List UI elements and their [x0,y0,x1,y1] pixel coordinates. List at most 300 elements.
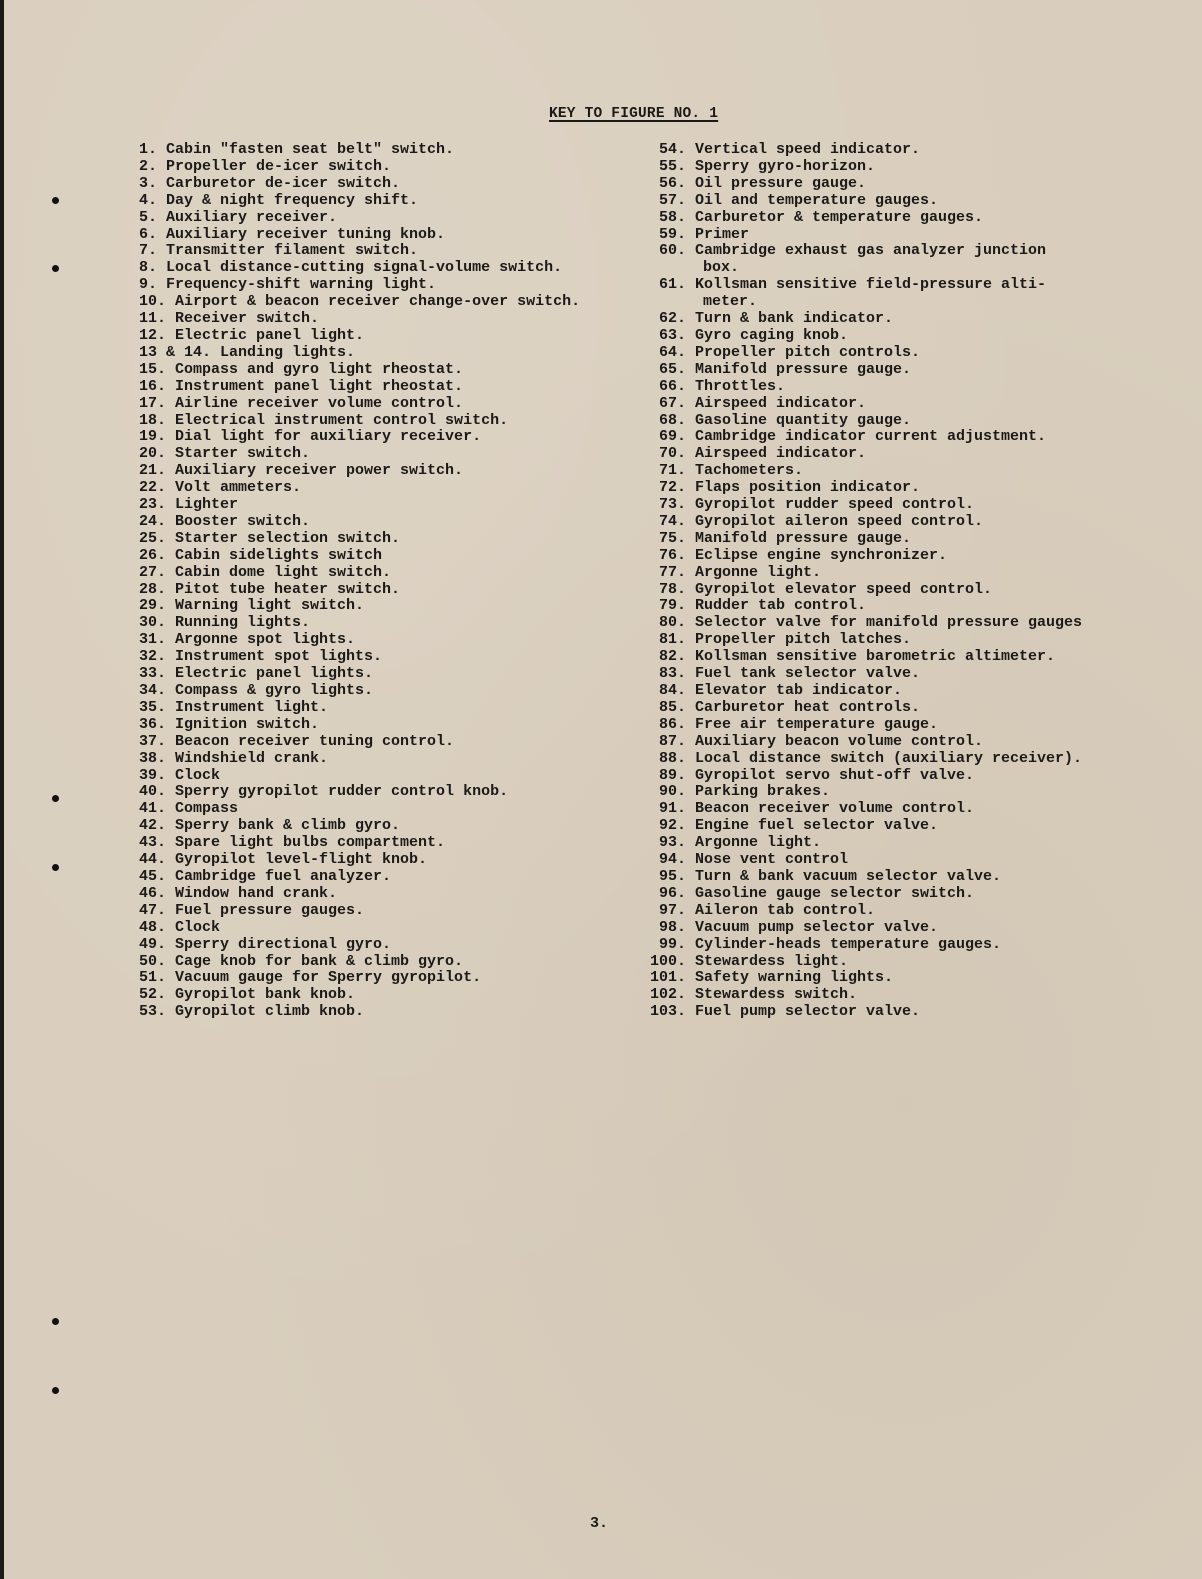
item-number: 10. [139,293,167,311]
item-label: Parking brakes. [695,783,831,801]
key-item [644,497,1082,514]
item-number: 76. [658,546,686,564]
item-label: Sperry bank & climb gyro. [175,817,401,835]
item-number: 97. [658,901,686,919]
item-number: 81. [658,631,686,649]
page-title: KEY TO FIGURE NO. 1 [549,106,719,122]
key-item [139,615,580,632]
key-item [644,480,1082,497]
item-number: 94. [658,851,686,869]
item-label: Safety warning lights. [695,969,894,987]
item-number: 102. [649,986,686,1004]
item-number: 31. [139,631,167,649]
item-number: 42. [139,817,167,835]
item-number: 92. [658,817,686,835]
key-item [644,970,1082,987]
key-item [139,429,580,446]
key-item [644,277,1082,294]
key-item [139,920,580,937]
item-label: Sperry gyropilot rudder control knob. [175,783,509,801]
item-label: Turn & bank indicator. [695,310,894,328]
item-label: Cambridge indicator current adjustment. [695,428,1047,446]
item-number: 59. [658,225,686,243]
key-item [644,784,1082,801]
item-number: 15. [139,360,167,378]
item-label: Clock [175,918,221,936]
item-number: 63. [658,326,686,344]
key-item [644,903,1082,920]
punch-hole-mark [52,265,59,272]
item-number: 19. [139,428,167,446]
item-number: 4. [139,191,158,209]
key-item [139,463,580,480]
key-item [139,413,580,430]
item-number: 79. [658,597,686,615]
key-item [644,463,1082,480]
item-label: Lighter [175,496,239,514]
key-item [139,598,580,615]
key-item [644,548,1082,565]
item-number: 48. [139,918,167,936]
item-label: Cabin "fasten seat belt" switch. [166,141,455,158]
item-number: 78. [658,580,686,598]
key-item [644,514,1082,531]
item-number: 39. [139,766,167,784]
item-number: 25. [139,529,167,547]
item-number: 34. [139,682,167,699]
key-item [139,784,580,801]
item-number: 95. [658,867,686,885]
item-number: 68. [658,411,686,429]
key-item [644,210,1082,227]
item-label: Airline receiver volume control. [175,394,464,412]
key-item [139,531,580,548]
item-number: 32. [139,648,167,666]
key-item [644,717,1082,734]
item-number: 57. [658,191,686,209]
item-label: Cabin sidelights switch [175,546,383,564]
item-number: 27. [139,563,167,581]
item-label: Fuel pump selector valve. [695,1003,921,1021]
item-label: Electrical instrument control switch. [175,411,509,429]
item-number: 24. [139,512,167,530]
item-label: Electric panel lights. [175,665,374,683]
key-item [139,937,580,954]
item-label: Fuel pressure gauges. [175,901,365,919]
item-number: 91. [658,800,686,818]
item-label: Running lights. [175,614,311,632]
key-item [139,649,580,666]
item-label: Auxiliary receiver tuning knob. [166,225,446,243]
item-label: Elevator tab indicator. [695,682,903,699]
item-number: 22. [139,479,167,497]
item-label: Throttles. [695,377,786,395]
item-number: 44. [139,851,167,869]
item-number: 87. [658,732,686,750]
item-number: 12. [139,326,167,344]
key-item [644,869,1082,886]
item-label: Argonne spot lights. [175,631,356,649]
item-label: Free air temperature gauge. [695,715,939,733]
item-label: Window hand crank. [175,884,338,902]
key-item [139,210,580,227]
item-label: Engine fuel selector valve. [695,817,939,835]
item-label: Cabin dome light switch. [175,563,392,581]
item-number: 47. [139,901,167,919]
key-item [644,446,1082,463]
item-number: 28. [139,580,167,598]
key-item [644,920,1082,937]
item-label: Propeller pitch controls. [695,343,921,361]
item-label: Vacuum gauge for Sperry gyropilot. [175,969,482,987]
item-label: Beacon receiver volume control. [695,800,975,818]
item-number: 49. [139,935,167,953]
item-number: 60. [658,242,686,260]
item-number: 40. [139,783,167,801]
item-number: 75. [658,529,686,547]
item-label: Tachometers. [695,462,804,480]
item-number: 20. [139,445,167,463]
key-item [139,869,580,886]
item-label: Day & night frequency shift. [166,191,419,209]
item-label: Electric panel light. [175,326,365,344]
item-number: 9. [139,276,158,294]
item-label: Windshield crank. [175,749,329,767]
item-label: Eclipse engine synchronizer. [695,546,948,564]
item-label: Gyropilot elevator speed control. [695,580,993,598]
item-number: 58. [658,208,686,226]
item-label: Gyropilot level-flight knob. [175,851,428,869]
item-label: Airport & beacon receiver change-over switch. [175,293,581,311]
item-number: 69. [658,428,686,446]
item-number: 53. [139,1003,167,1021]
item-label: Volt ammeters. [175,479,302,497]
item-number: 41. [139,800,167,818]
key-item [139,227,580,244]
key-item [139,717,580,734]
item-number: 5. [139,208,158,226]
item-label: Receiver switch. [175,310,320,328]
key-item [644,429,1082,446]
key-item [644,818,1082,835]
key-item [139,987,580,1004]
item-number: 71. [658,462,686,480]
item-number: 26. [139,546,167,564]
key-item [139,159,580,176]
key-item [139,142,580,159]
key-item [644,413,1082,430]
item-label: Dial light for auxiliary receiver. [175,428,482,446]
key-item [644,311,1082,328]
item-label: Stewardess switch. [695,986,858,1004]
key-item [139,954,580,971]
item-label: Gasoline quantity gauge. [695,411,912,429]
key-item [644,649,1082,666]
key-list-right [644,142,1082,1021]
item-number: 45. [139,867,167,885]
key-item [644,886,1082,903]
key-item [644,751,1082,768]
item-label: Argonne light. [695,834,822,852]
key-item [139,446,580,463]
item-number: 50. [139,952,167,970]
key-item [644,700,1082,717]
item-label: Pitot tube heater switch. [175,580,401,598]
item-label: Starter switch. [175,445,311,463]
item-label: Cylinder-heads temperature gauges. [695,935,1002,953]
key-item [644,582,1082,599]
key-item [139,311,580,328]
item-number: 18. [139,411,167,429]
item-label: Gyropilot rudder speed control. [695,496,975,514]
item-label: Airspeed indicator. [695,445,867,463]
item-number: 1. [139,141,158,158]
item-label: Instrument spot lights. [175,648,383,666]
item-label: Vacuum pump selector valve. [695,918,939,936]
item-label: Auxiliary beacon volume control. [695,732,984,750]
item-label: Kollsman sensitive barometric altimeter. [695,648,1056,666]
item-number: 36. [139,715,167,733]
item-number: 6. [139,225,158,243]
item-number: 8. [139,259,158,277]
item-label: Gasoline gauge selector switch. [695,884,975,902]
key-item [139,362,580,379]
item-number: 2. [139,157,158,175]
item-label: Rudder tab control. [695,597,867,615]
item-number: 99. [658,935,686,953]
item-label: Carburetor de-icer switch. [166,174,401,192]
key-item [644,987,1082,1004]
item-label: Stewardess light. [695,952,849,970]
key-item [644,598,1082,615]
item-number: 72. [658,479,686,497]
key-item [139,852,580,869]
item-number: 88. [658,749,686,767]
key-item [644,801,1082,818]
item-label: Oil pressure gauge. [695,174,867,192]
key-item [644,734,1082,751]
item-number: 52. [139,986,167,1004]
item-label: Gyropilot climb knob. [175,1003,365,1021]
key-item [644,565,1082,582]
item-number: 55. [658,157,686,175]
item-label: Kollsman sensitive field-pressure alti- [695,276,1047,294]
item-label: Auxiliary receiver. [166,208,338,226]
item-label: Gyro caging knob. [695,326,849,344]
item-number: 38. [139,749,167,767]
item-number: 23. [139,496,167,514]
key-item [644,227,1082,244]
key-item [139,379,580,396]
item-label: Carburetor heat controls. [695,698,921,716]
item-number: 93. [658,834,686,852]
key-item [139,548,580,565]
punch-hole-mark [52,864,59,871]
item-label: Instrument light. [175,698,329,716]
punch-hole-mark [52,197,59,204]
item-label: Primer [695,225,750,243]
item-label: Sperry gyro-horizon. [695,157,876,175]
item-number: 90. [658,783,686,801]
item-label: Turn & bank vacuum selector valve. [695,867,1002,885]
key-item [139,683,580,700]
item-number: 46. [139,884,167,902]
punch-hole-mark [52,1387,59,1394]
item-label: Selector valve for manifold pressure gauges [695,614,1083,632]
item-number: 16. [139,377,167,395]
item-number: 96. [658,884,686,902]
item-label: Local distance-cutting signal-volume switch. [166,259,563,277]
item-label: Nose vent control [695,851,849,869]
item-label: Compass & gyro lights. [175,682,374,699]
key-item [139,514,580,531]
key-item [139,700,580,717]
item-label: Booster switch. [175,512,311,530]
key-item [644,852,1082,869]
item-label: Gyropilot aileron speed control. [695,512,984,530]
item-label: Fuel tank selector valve. [695,665,921,683]
item-number: 85. [658,698,686,716]
item-label: Cambridge fuel analyzer. [175,867,392,885]
item-label: Cage knob for bank & climb gyro. [175,952,464,970]
item-label: Auxiliary receiver power switch. [175,462,464,480]
key-item [139,835,580,852]
key-item [139,328,580,345]
key-item [644,379,1082,396]
item-number: 66. [658,377,686,395]
item-label: Oil and temperature gauges. [695,191,939,209]
key-item [139,396,580,413]
item-label: Spare light bulbs compartment. [175,834,446,852]
key-item [644,768,1082,785]
item-number: 101. [649,969,686,987]
item-label: Instrument panel light rheostat. [175,377,464,395]
item-label: Gyropilot servo shut-off valve. [695,766,975,784]
key-item [644,1004,1082,1021]
item-number: 84. [658,682,686,699]
item-number: 7. [139,242,158,260]
key-item [139,818,580,835]
key-item [644,328,1082,345]
key-item [644,142,1082,159]
key-item [644,683,1082,700]
key-item [139,582,580,599]
item-label: Clock [175,766,221,784]
key-item [644,632,1082,649]
key-list-left [139,142,580,1021]
item-number: 80. [658,614,686,632]
key-item [139,632,580,649]
item-label: Aileron tab control. [695,901,876,919]
key-item [644,954,1082,971]
key-item [139,345,580,362]
item-number: 77. [658,563,686,581]
item-number: 73. [658,496,686,514]
item-number: 74. [658,512,686,530]
item-number: 54. [658,141,686,158]
item-number: 21. [139,462,167,480]
item-number: 100. [649,952,686,970]
key-item [644,362,1082,379]
key-item [644,159,1082,176]
item-label: Frequency-shift warning light. [166,276,437,294]
key-item [139,1004,580,1021]
item-number: 64. [658,343,686,361]
item-label: Flaps position indicator. [695,479,921,497]
item-number: 103. [649,1003,686,1021]
item-number: 56. [658,174,686,192]
item-number: 29. [139,597,167,615]
item-label: Warning light switch. [175,597,365,615]
key-item [139,734,580,751]
key-item [139,801,580,818]
punch-hole-mark [52,1318,59,1325]
key-item [644,396,1082,413]
key-item [644,531,1082,548]
key-item [139,277,580,294]
key-item [139,176,580,193]
page-number: 3. [590,1515,609,1532]
item-label: Propeller pitch latches. [695,631,912,649]
item-number: 89. [658,766,686,784]
item-label-continuation: box. [703,259,740,277]
key-item [139,768,580,785]
document-page [4,0,1202,1579]
item-number: 70. [658,445,686,463]
item-number: 51. [139,969,167,987]
key-item [139,294,580,311]
item-label: Sperry directional gyro. [175,935,392,953]
item-label-continuation: meter. [703,293,758,311]
item-label: Gyropilot bank knob. [175,986,356,1004]
item-number: 43. [139,834,167,852]
item-number: 62. [658,310,686,328]
key-item [644,345,1082,362]
key-item [644,243,1082,260]
key-item [644,193,1082,210]
key-item [139,886,580,903]
item-number: 35. [139,698,167,716]
key-item [139,260,580,277]
item-label: Local distance switch (auxiliary receiver). [695,749,1083,767]
item-label: Ignition switch. [175,715,320,733]
key-item [139,480,580,497]
item-label: Manifold pressure gauge. [695,360,912,378]
key-item [139,193,580,210]
item-number: 67. [658,394,686,412]
key-item [644,615,1082,632]
key-item [644,937,1082,954]
item-label: Landing lights. [220,343,356,361]
item-label: Compass and gyro light rheostat. [175,360,464,378]
item-number: 82. [658,648,686,666]
item-label: Cambridge exhaust gas analyzer junction [695,242,1047,260]
key-item [139,565,580,582]
key-item [139,751,580,768]
item-number: 30. [139,614,167,632]
item-number: 83. [658,665,686,683]
key-item [644,176,1082,193]
item-number: 65. [658,360,686,378]
item-number: 33. [139,665,167,683]
item-label: Compass [175,800,239,818]
key-item [644,835,1082,852]
item-label: Argonne light. [695,563,822,581]
item-label: Transmitter filament switch. [166,242,419,260]
key-item [139,666,580,683]
item-number: 37. [139,732,167,750]
item-label: Starter selection switch. [175,529,401,547]
